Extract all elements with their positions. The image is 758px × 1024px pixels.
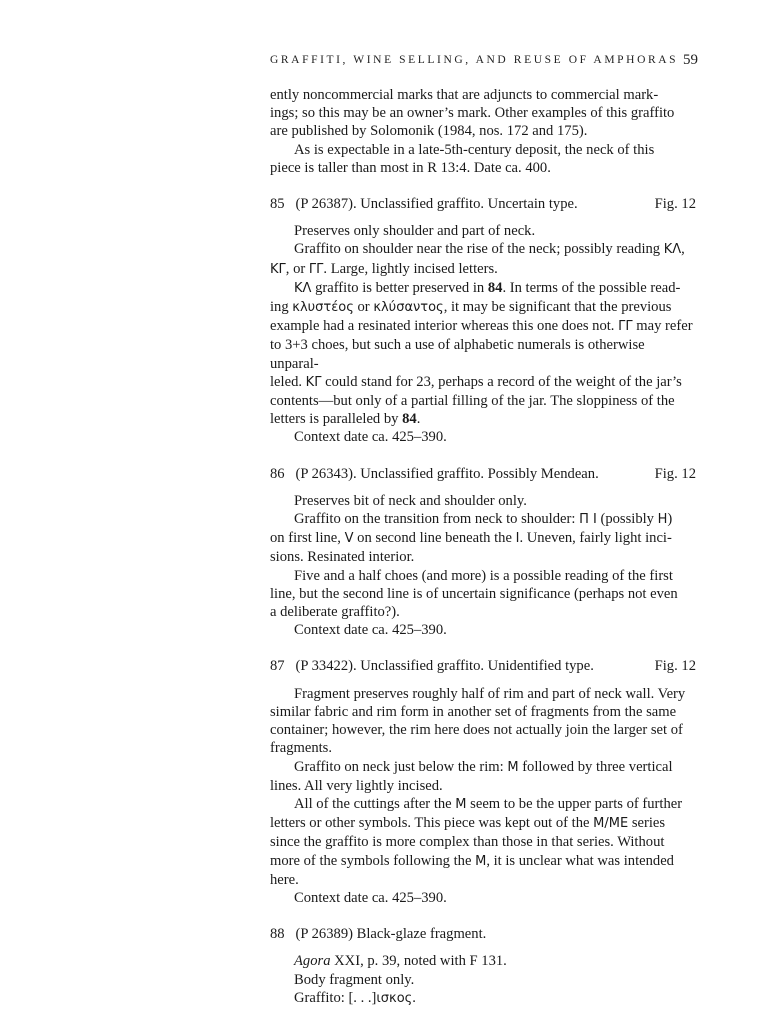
entry-paragraph: Preserves only shoulder and part of neck.	[294, 223, 536, 240]
entry-heading	[270, 465, 696, 483]
catalog-entry-85	[270, 195, 696, 447]
catalog-entry-86	[270, 465, 696, 640]
entry-paragraph: letters is paralleled by 84.	[270, 411, 421, 428]
entry-paragraph: Preserves bit of neck and shoulder only.	[294, 492, 527, 509]
catalog-entry-88	[270, 925, 696, 1008]
greek-text: Μ	[507, 759, 519, 775]
entry-paragraph: container; however, the rim here does not actually join the larger set of	[270, 722, 683, 739]
entry-paragraph: ing κλυστέος or κλύσαντος, it may be significant that the previous	[270, 299, 672, 316]
entry-paragraph: more of the symbols following the Μ, it is unclear what was intended	[270, 852, 674, 869]
entry-paragraph: Five and a half choes (and more) is a possible reading of the first	[294, 567, 673, 584]
greek-text: Μ	[455, 796, 467, 812]
intro-line: As is expectable in a late-5th-century deposit, the neck of this	[294, 141, 655, 158]
entry-paragraph: line, but the second line is of uncertain significance (perhaps not even	[270, 585, 678, 602]
running-title: GRAFFITI, WINE SELLING, AND REUSE OF AMPHORAS	[270, 54, 679, 66]
entry-paragraph: to 3+3 choes, but such a use of alphabetic numerals is otherwise unparal-	[270, 337, 645, 372]
greek-text: Π Ι	[579, 512, 597, 528]
entry-paragraph: example had a resinated interior whereas this one does not. ΓΓ may refer	[270, 318, 693, 335]
page-body	[270, 86, 696, 1008]
running-head	[270, 52, 698, 72]
entry-paragraph: Agora XXI, p. 39, noted with F 131.	[294, 953, 507, 970]
publication-title: Agora	[294, 953, 331, 970]
greek-text: Η	[657, 512, 668, 528]
entry-paragraph: Graffito on neck just below the rim: Μ followed by three vertical	[294, 758, 673, 775]
entry-number: 88	[270, 926, 285, 943]
greek-text: ΚΛ	[663, 242, 682, 258]
greek-text: ΚΓ	[270, 261, 286, 277]
context-date: Context date ca. 425–390.	[294, 429, 447, 446]
entry-paragraph: on first line, V on second line beneath the Ι. Uneven, fairly light inci-	[270, 530, 672, 547]
catalog-entry-87	[270, 657, 696, 907]
entry-number: 87	[270, 658, 285, 675]
entry-title: (P 26343). Unclassified graffito. Possibly Mendean.	[295, 465, 599, 482]
entry-title: (P 33422). Unclassified graffito. Unidentified type.	[295, 658, 594, 675]
entry-paragraph: here.	[270, 871, 299, 888]
entry-paragraph: fragments.	[270, 740, 333, 757]
greek-text: ΓΓ	[618, 319, 633, 335]
intro-line: ently noncommercial marks that are adjuncts to commercial mark-	[270, 87, 659, 103]
greek-text: κλύσαντος	[373, 300, 444, 316]
entry-paragraph: letters or other symbols. This piece was kept out of the Μ/ΜΕ series	[270, 815, 666, 832]
greek-text: Ι	[515, 531, 520, 547]
greek-text: ΚΛ	[294, 280, 312, 296]
entry-paragraph: a deliberate graffito?).	[270, 604, 400, 621]
entry-paragraph: similar fabric and rim form in another set of fragments from the same	[270, 703, 677, 720]
entry-paragraph: Graffito on shoulder near the rise of the neck; possibly reading ΚΛ,	[294, 241, 685, 258]
intro-line: ings; so this may be an owner’s mark. Other examples of this graffito	[270, 105, 675, 122]
entry-paragraph: Graffito on the transition from neck to shoulder: Π Ι (possibly Η)	[294, 511, 673, 528]
entry-heading	[270, 925, 696, 943]
entry-heading	[270, 195, 696, 213]
entry-paragraph: lines. All very lightly incised.	[270, 777, 443, 794]
page-number: 59	[683, 52, 698, 68]
context-date: Context date ca. 425–390.	[294, 622, 447, 639]
entry-number: 86	[270, 465, 285, 482]
entry-paragraph: leled. ΚΓ could stand for 23, perhaps a record of the weight of the jar’s	[270, 373, 682, 390]
entry-title: (P 26387). Unclassified graffito. Uncertain type.	[295, 196, 578, 213]
intro-line: are published by Solomonik (1984, nos. 172 and 175).	[270, 123, 588, 140]
figure-reference: Fig. 12	[654, 658, 696, 675]
greek-text: κλυστέος	[292, 300, 354, 316]
entry-paragraph: since the graffito is more complex than those in that series. Without	[270, 834, 665, 851]
entry-paragraph: Graffito: [. . .]ισκος.	[294, 989, 416, 1006]
greek-text: Μ	[475, 853, 487, 869]
intro-line: piece is taller than most in R 13:4. Date ca. 400.	[270, 159, 551, 176]
figure-reference: Fig. 12	[654, 196, 696, 213]
entry-title: (P 26389) Black-glaze fragment.	[295, 926, 487, 943]
entry-paragraph: contents—but only of a partial filling of the jar. The sloppiness of the	[270, 393, 675, 410]
entry-paragraph: ΚΛ graffito is better preserved in 84. In terms of the possible read-	[294, 279, 681, 296]
figure-reference: Fig. 12	[654, 465, 696, 482]
entry-paragraph: ΚΓ, or ΓΓ. Large, lightly incised letters.	[270, 260, 498, 277]
context-date: Context date ca. 425–390.	[294, 889, 447, 906]
greek-text: Μ/ΜΕ	[593, 816, 629, 832]
cross-reference: 84	[402, 411, 417, 428]
entry-paragraph: All of the cuttings after the Μ seem to be the upper parts of further	[294, 795, 683, 812]
cross-reference: 84	[487, 279, 503, 296]
intro-block	[270, 86, 696, 177]
greek-text: ΓΓ	[308, 261, 324, 277]
entry-paragraph: Fragment preserves roughly half of rim and part of neck wall. Very	[294, 685, 686, 702]
entry-paragraph: Body fragment only.	[294, 971, 415, 988]
greek-text: ισκος	[376, 990, 413, 1006]
entry-heading	[270, 657, 696, 675]
entry-paragraph: sions. Resinated interior.	[270, 549, 415, 566]
greek-text: ΚΓ	[305, 374, 322, 390]
entry-number: 85	[270, 196, 285, 213]
greek-text: V	[344, 531, 354, 547]
